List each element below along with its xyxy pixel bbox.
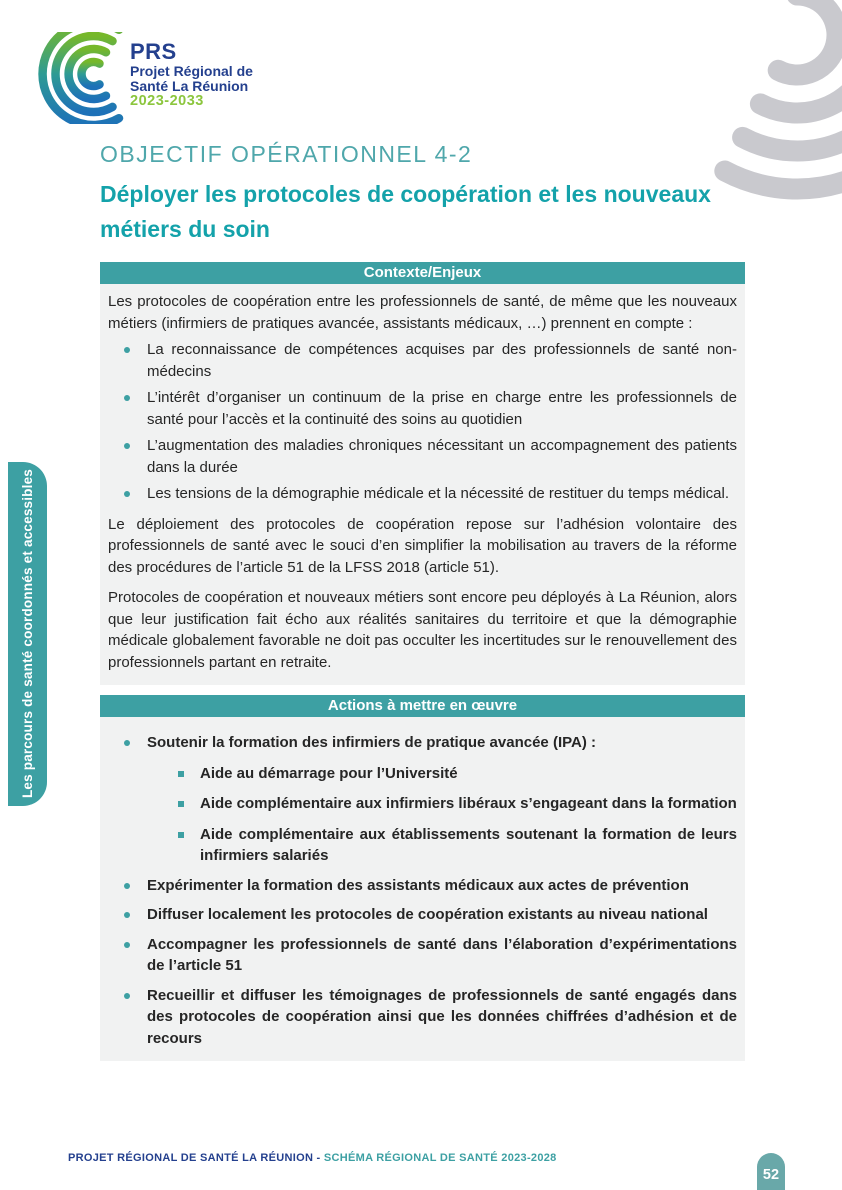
footer-schema-label: SCHÉMA RÉGIONAL DE SANTÉ 2023-2028 — [323, 1152, 557, 1164]
context-paragraph: Protocoles de coopération et nouveaux métiers sont encore peu déployés à La Réunion, alors que leur justification fait écho aux réalités sanitaires du territoire et que la démographie médicale globalement favorable ne doit pas occulter les incertitudes sur le renouvellement des professionnels partant en retraite. — [108, 589, 737, 671]
action-item — [108, 904, 737, 926]
logo-years: 2023-2033 — [130, 92, 204, 109]
logo-acronym: PRS — [130, 39, 177, 64]
bullet-square-icon — [178, 801, 184, 807]
bullet-dot-icon — [124, 993, 130, 999]
context-intro: Les protocoles de coopération entre les professionnels de santé, de même que les nouveaux métiers (infirmiers de pratiques avancée, assistants médicaux, …) prennent en compte : — [108, 293, 737, 332]
action-sub-item — [108, 793, 737, 815]
prs-logo-arcs-icon — [30, 32, 128, 124]
action-item — [108, 732, 737, 867]
context-section — [100, 262, 745, 685]
action-item — [108, 985, 737, 1050]
context-bullet-item — [108, 483, 737, 505]
context-bullet-item — [108, 435, 737, 478]
action-label: Soutenir la formation des infirmiers de pratique avancée (IPA) : — [147, 734, 596, 751]
action-bullet-row — [108, 732, 737, 754]
footer-document-title — [68, 1152, 557, 1164]
bullet-dot-icon — [124, 912, 130, 918]
context-bullet-item — [108, 387, 737, 430]
page-title: Déployer les protocoles de coopération et les nouveaux métiers du soin — [100, 181, 711, 242]
chapter-side-tab-label: Les parcours de santé coordonnés et accessibles — [20, 469, 35, 799]
bullet-dot-icon — [124, 740, 130, 746]
actions-section-body — [100, 717, 745, 1061]
action-sub-list — [108, 763, 737, 867]
main-content — [100, 141, 745, 1061]
bullet-square-icon — [178, 771, 184, 777]
action-label: Accompagner les professionnels de santé dans l’élaboration d’expérimentations de l’article 51 — [147, 935, 737, 974]
bullet-dot-icon — [124, 942, 130, 948]
action-bullet-row — [108, 934, 737, 977]
context-bullet-item — [108, 339, 737, 382]
logo-line1: Projet Régional de — [130, 62, 253, 79]
action-bullet-row — [108, 985, 737, 1050]
action-bullet-row — [108, 904, 737, 926]
context-section-header: Contexte/Enjeux — [100, 262, 745, 284]
context-bullet-text: Les tensions de la démographie médicale et la nécessité de restituer du temps médical. — [147, 485, 729, 502]
prs-logo-text — [130, 40, 253, 110]
bullet-dot-icon — [124, 491, 130, 497]
context-section-body — [100, 284, 745, 685]
logo-line2: Santé La Réunion — [130, 77, 249, 94]
context-paragraphs — [108, 514, 737, 674]
context-bullet-list — [108, 339, 737, 505]
action-sub-label: Aide complémentaire aux infirmiers libéraux s’engageant dans la formation — [200, 795, 737, 812]
bullet-dot-icon — [124, 395, 130, 401]
action-item — [108, 875, 737, 897]
context-bullet-text: L’augmentation des maladies chroniques nécessitant un accompagnement des patients dans la durée — [147, 437, 737, 476]
bullet-square-icon — [178, 832, 184, 838]
action-sub-label: Aide au démarrage pour l’Université — [200, 764, 458, 782]
context-bullet-text: La reconnaissance de compétences acquises par des professionnels de santé non-médecins — [147, 341, 737, 380]
action-sub-label: Aide complémentaire aux établissements soutenant la formation de leurs infirmiers salariés — [200, 825, 737, 864]
action-sub-item — [108, 824, 737, 867]
action-sub-item — [108, 763, 737, 785]
action-label: Diffuser localement les protocoles de coopération existants au niveau national — [147, 906, 708, 923]
footer-prs-label: PROJET RÉGIONAL DE SANTÉ LA RÉUNION - — [68, 1152, 324, 1164]
action-label: Recueillir et diffuser les témoignages de professionnels de santé engagés dans des protocoles de coopération ainsi que les données chiffrées d’adhésion et de recours — [147, 986, 737, 1047]
chapter-side-tab — [8, 462, 47, 806]
context-bullet-text: L’intérêt d’organiser un continuum de la prise en charge entre les professionnels de santé pour l’accès et la continuité des soins au quotidien — [147, 389, 737, 428]
action-bullet-row — [108, 875, 737, 897]
action-label: Expérimenter la formation des assistants médicaux aux actes de prévention — [147, 876, 689, 894]
bullet-dot-icon — [124, 347, 130, 353]
page-number-badge — [757, 1153, 785, 1190]
context-paragraph: Le déploiement des protocoles de coopération repose sur l’adhésion volontaire des professionnels de santé avec le souci d’en simplifier la mobilisation au travers de la réforme des procédures de l’article 51 de la LFSS 2018 (article 51). — [108, 515, 737, 576]
bullet-dot-icon — [124, 443, 130, 449]
objective-kicker: OBJECTIF OPÉRATIONNEL 4-2 — [100, 141, 473, 167]
actions-section — [100, 695, 745, 1061]
action-item — [108, 934, 737, 977]
actions-section-header: Actions à mettre en œuvre — [100, 695, 745, 717]
prs-logo — [30, 32, 253, 124]
actions-list — [108, 732, 737, 1049]
bullet-dot-icon — [124, 883, 130, 889]
page-number: 52 — [762, 1166, 780, 1183]
